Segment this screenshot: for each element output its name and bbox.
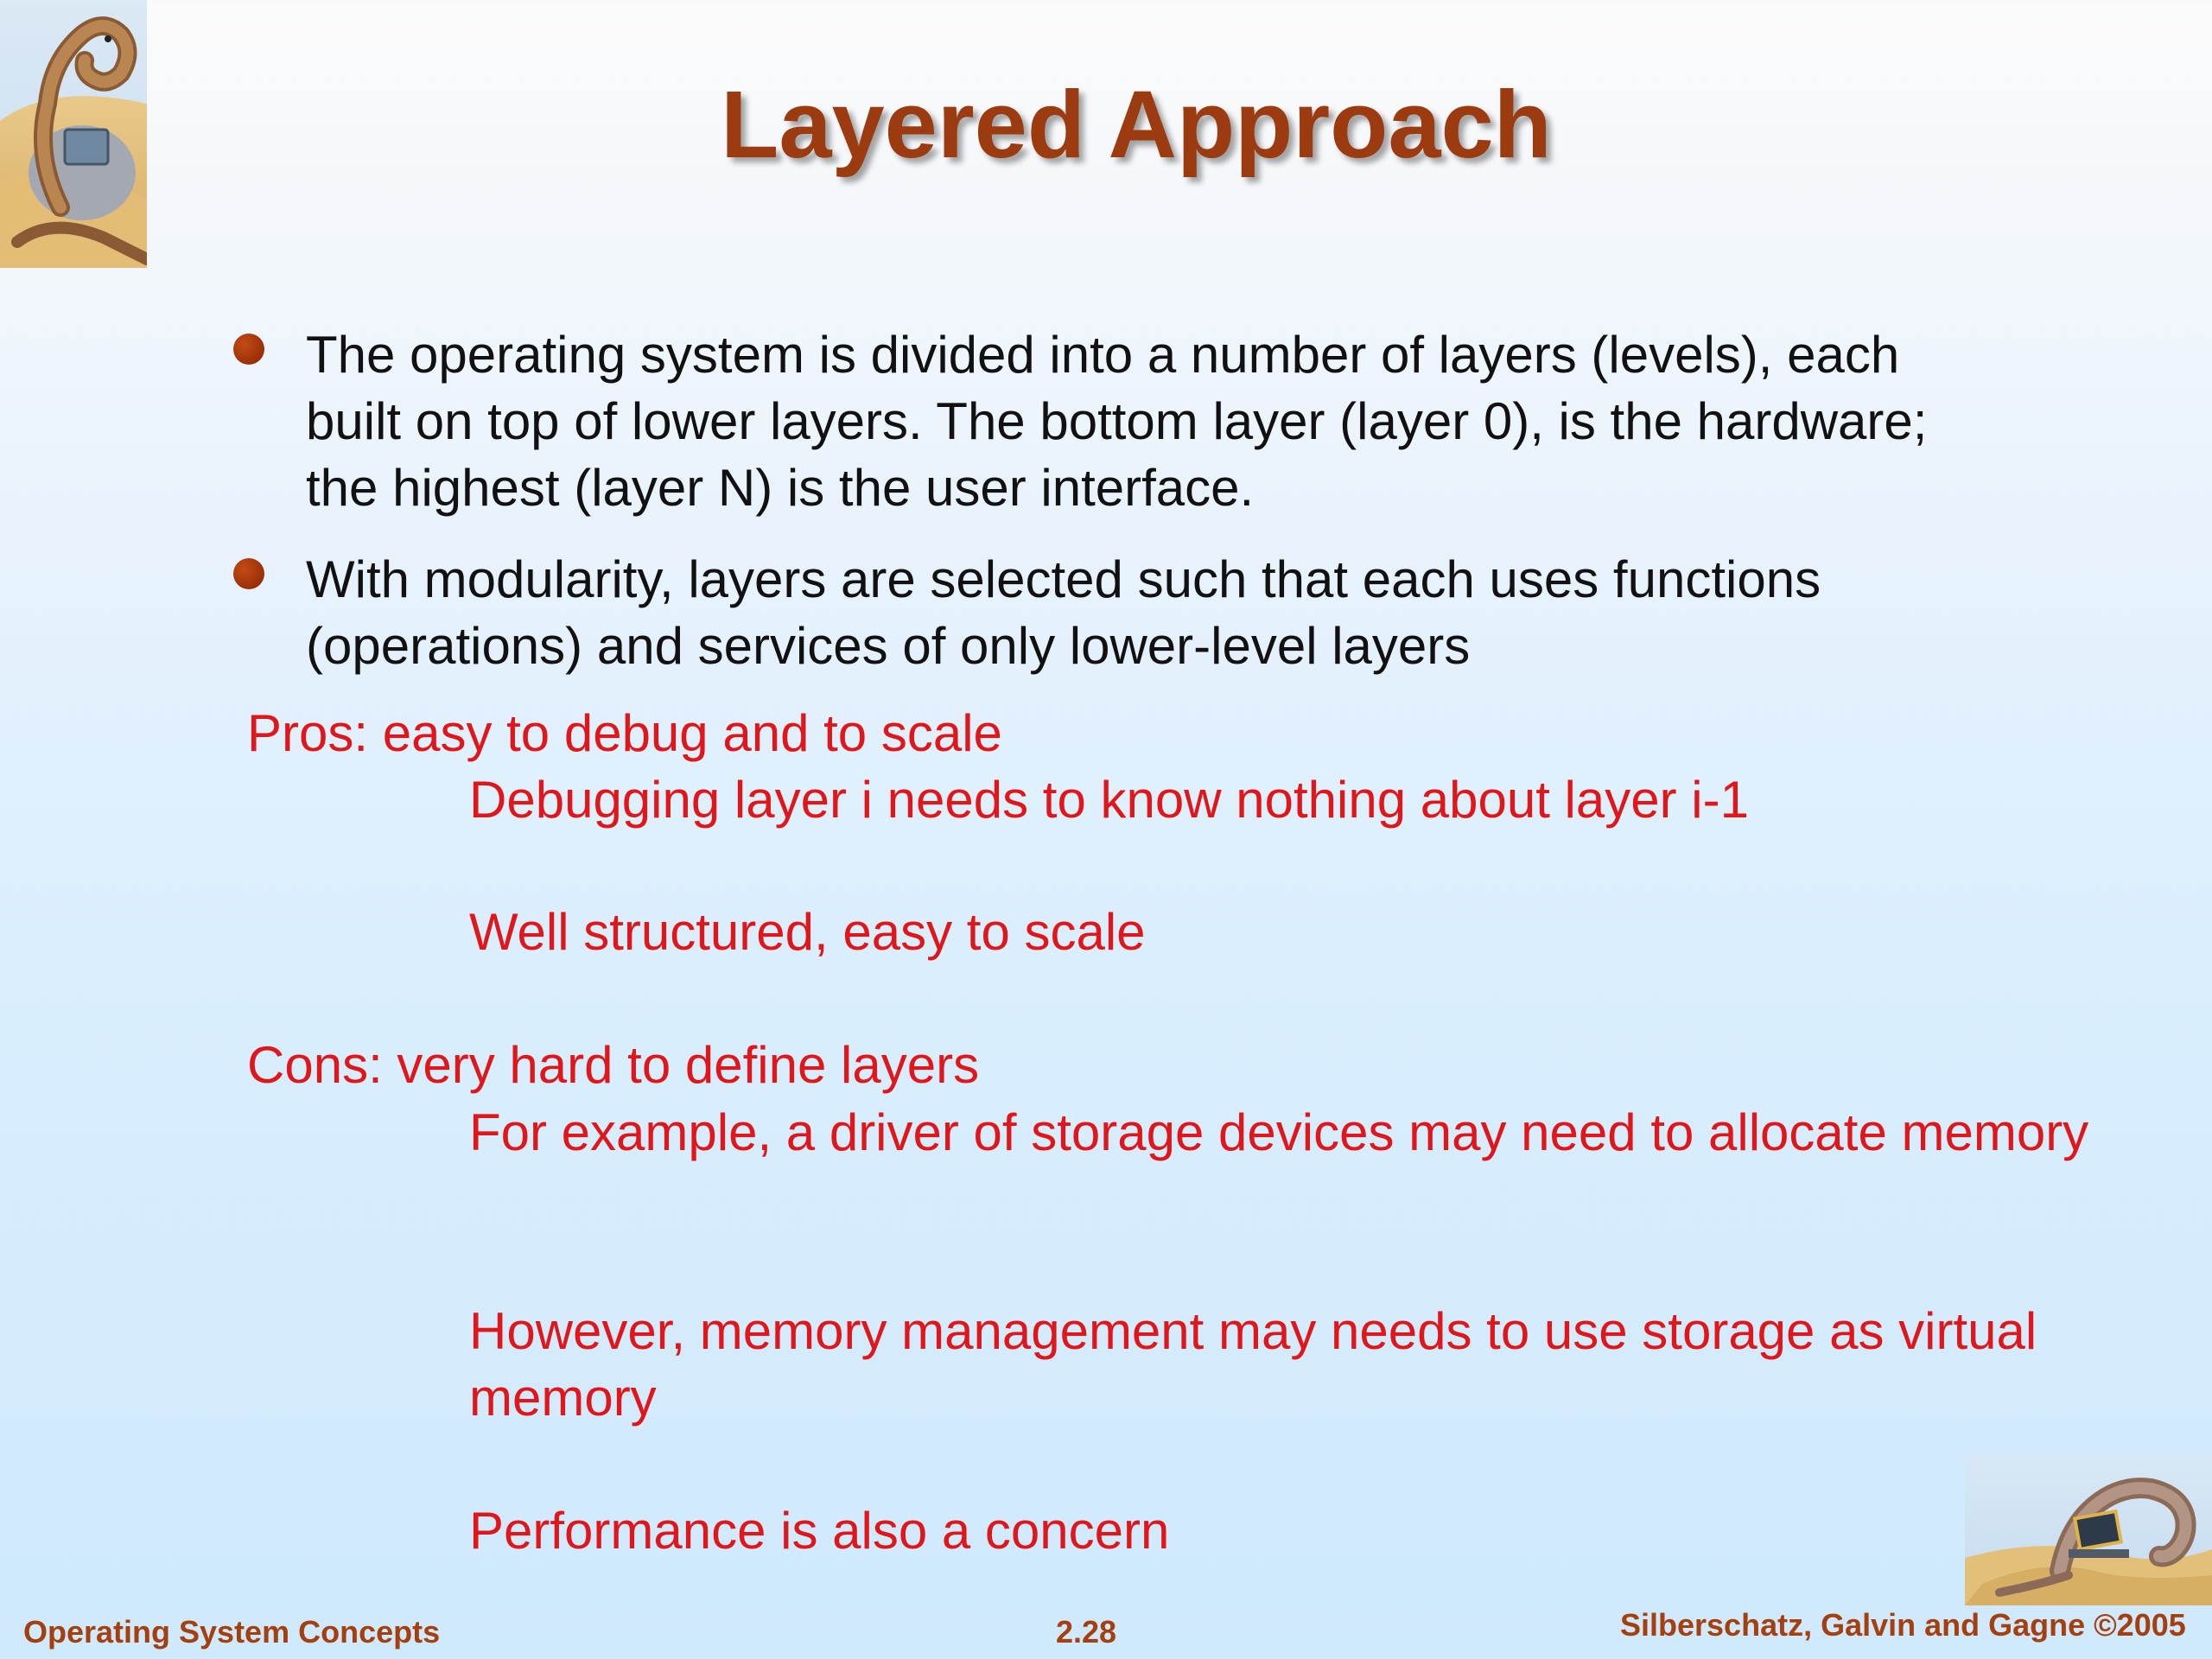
bullet-text: With modularity, layers are selected such that each uses functions (operations) and services of only lower-level layers: [306, 550, 1821, 675]
cons-item: Performance is also a concern: [469, 1502, 1170, 1560]
bullet-dot-icon: [233, 334, 264, 365]
pros-item: Debugging layer i needs to know nothing about layer i-1: [469, 771, 1749, 829]
footer-slide-number: 2.28: [1056, 1614, 1117, 1649]
cons-item: However, memory management may needs to use storage as virtual memory: [469, 1302, 2037, 1427]
pros-heading: Pros: easy to debug and to scale: [247, 704, 1002, 762]
bullet-text: The operating system is divided into a number of layers (levels), each built on top of lower layers. The bottom layer (layer 0), is the hardware; the highest (layer N) is the user interface.: [306, 326, 1928, 517]
footer-book-title: Operating System Concepts: [23, 1614, 441, 1649]
slide-title: Layered Approach: [721, 72, 1552, 178]
dinosaur-laptop-illustration: [1965, 1454, 2212, 1605]
dinosaur-laptop-icon: [1965, 1454, 2212, 1605]
pros-item: Well structured, easy to scale: [469, 903, 1146, 961]
cons-item: For example, a driver of storage devices may need to allocate memory: [469, 1103, 2089, 1161]
bullet-dot-icon: [233, 558, 264, 589]
footer-authors-copyright: Silberschatz, Galvin and Gagne ©2005: [1620, 1607, 2186, 1643]
cons-heading: Cons: very hard to define layers: [247, 1036, 980, 1094]
